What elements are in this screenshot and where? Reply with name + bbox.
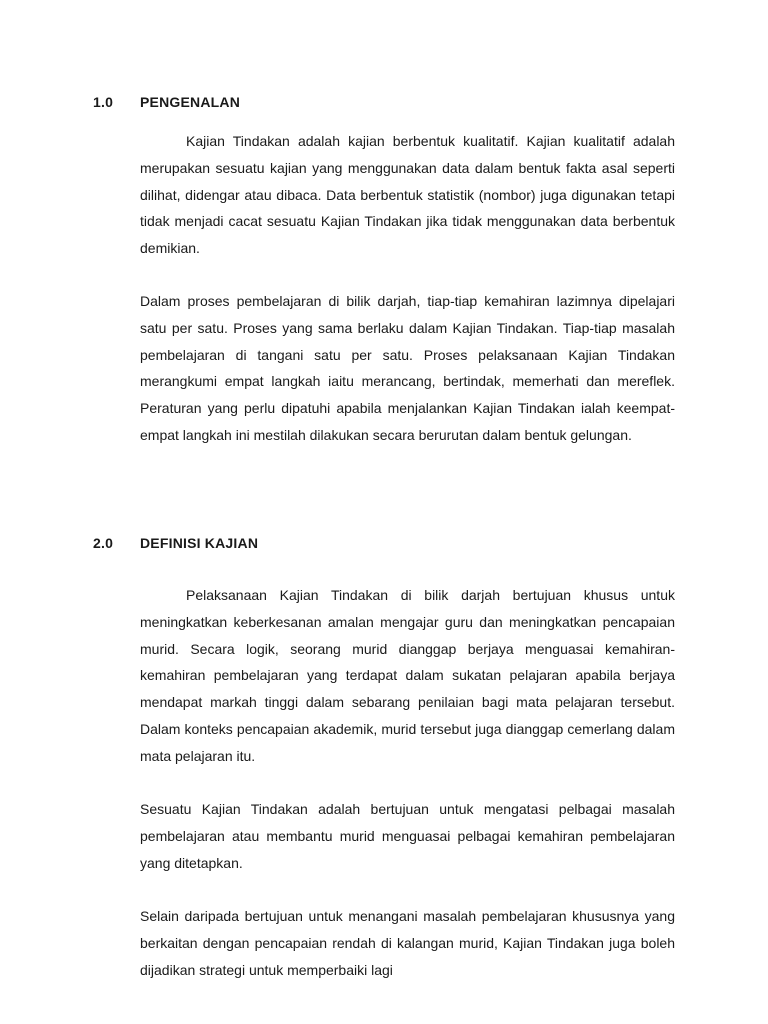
- section-number: 1.0: [93, 94, 114, 110]
- paragraph: Pelaksanaan Kajian Tindakan di bilik darjah bertujuan khusus untuk meningkatkan keberkesanan amalan mengajar guru dan meningkatkan pencapaian murid. Secara logik, seorang murid dianggap berjaya menguasai kemahiran-kemahiran pembelajaran yang terdapat dalam sukatan pelajaran apabila berjaya mendapat markah tinggi dalam sebarang penilaian bagi mata pelajaran tersebut. Dalam konteks pencapaian akademik, murid tersebut juga dianggap cemerlang dalam mata pelajaran itu.: [140, 587, 675, 764]
- paragraph: Dalam proses pembelajaran di bilik darjah, tiap-tiap kemahiran lazimnya dipelajari satu per satu. Proses yang sama berlaku dalam Kajian Tindakan. Tiap-tiap masalah pembelajaran di tangani satu per satu. Proses pelaksanaan Kajian Tindakan merangkumi empat langkah iaitu merancang, bertindak, memerhati dan mereflek. Peraturan yang perlu dipatuhi apabila menjalankan Kajian Tindakan ialah keempat-empat langkah ini mestilah dilakukan secara berurutan dalam bentuk gelungan.: [140, 293, 675, 443]
- section-title: PENGENALAN: [140, 94, 241, 110]
- section-number: 2.0: [93, 535, 114, 551]
- section-title: DEFINISI KAJIAN: [140, 535, 259, 551]
- paragraph: Sesuatu Kajian Tindakan adalah bertujuan untuk mengatasi pelbagai masalah pembelajaran atau membantu murid menguasai pelbagai kemahiran pembelajaran yang ditetapkan.: [140, 801, 675, 871]
- paragraph: Kajian Tindakan adalah kajian berbentuk kualitatif. Kajian kualitatif adalah merupakan sesuatu kajian yang menggunakan data dalam bentuk fakta asal seperti dilihat, didengar atau dibaca. Data berbentuk statistik (nombor) juga digunakan tetapi tidak menjadi cacat sesuatu Kajian Tindakan jika tidak menggunakan data berbentuk demikian.: [140, 133, 675, 257]
- paragraph: Selain daripada bertujuan untuk menangani masalah pembelajaran khususnya yang berkaitan dengan pencapaian rendah di kalangan murid, Kajian Tindakan juga boleh dijadikan strategi untuk memperbaiki lagi: [140, 908, 675, 978]
